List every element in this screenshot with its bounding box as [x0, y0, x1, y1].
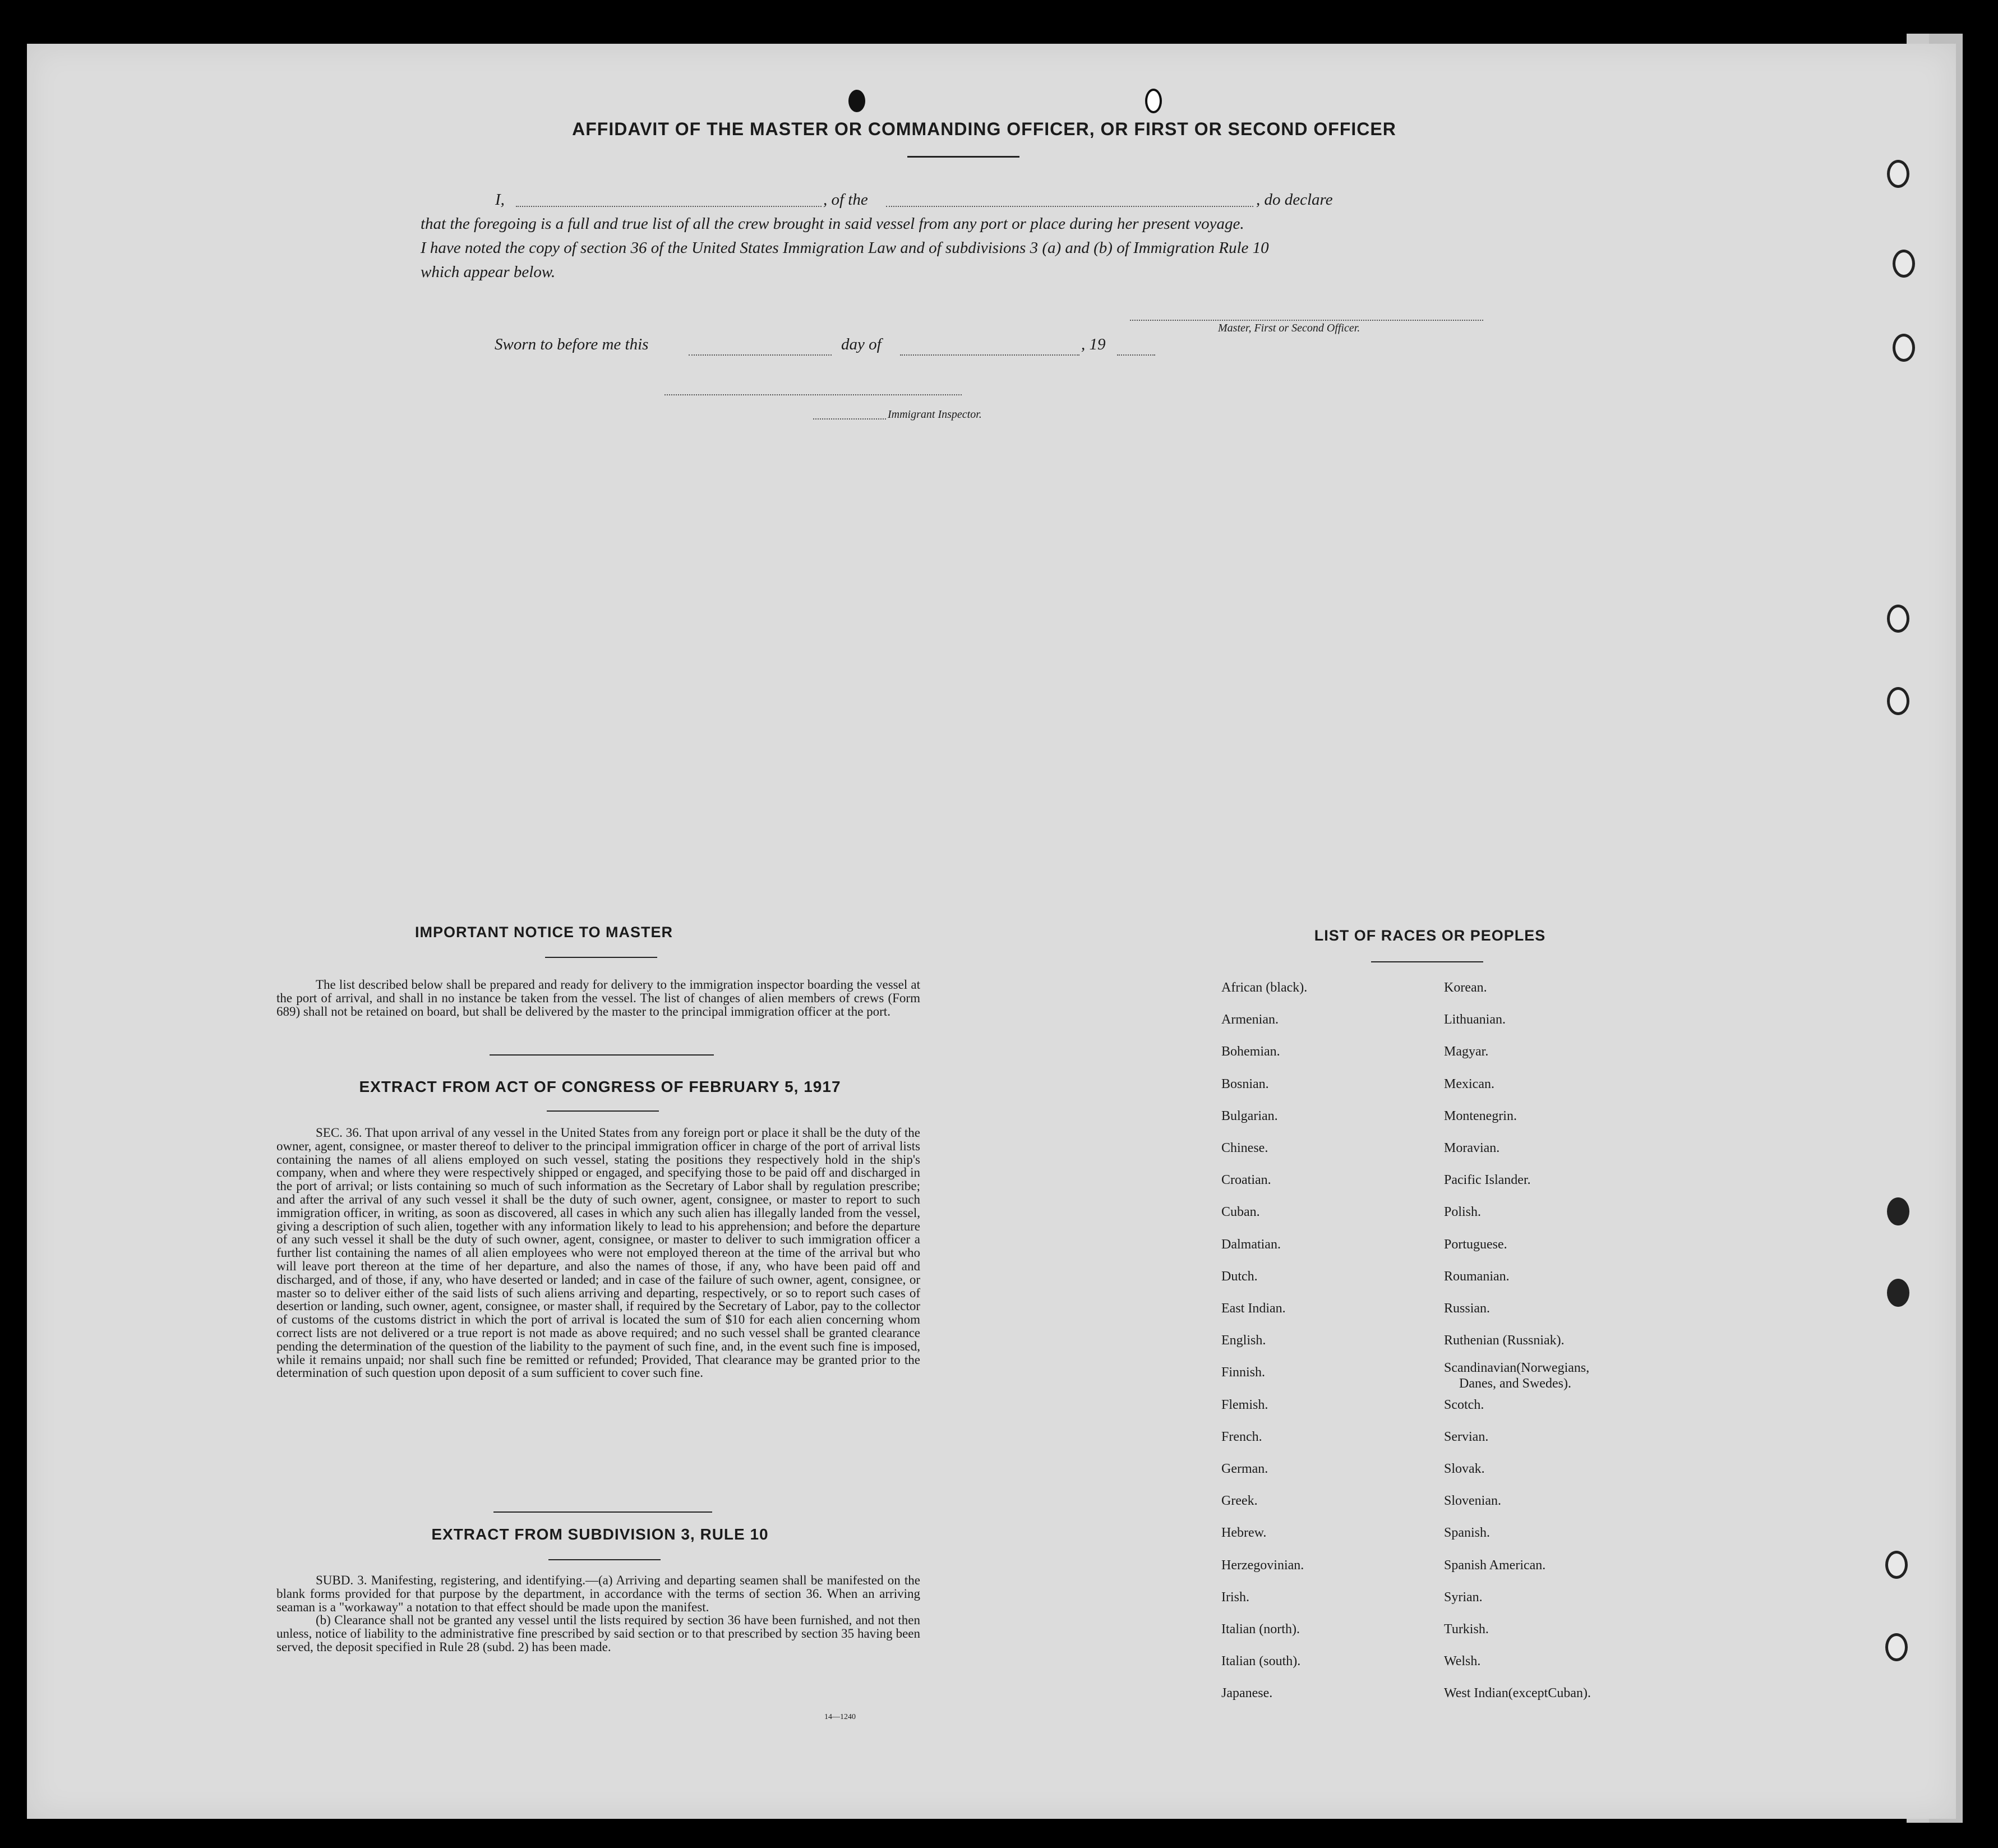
inspector-caption: Immigrant Inspector.: [888, 408, 982, 421]
sworn-year-fill-line: [1117, 354, 1155, 356]
race-item: Ruthenian (Russniak).: [1444, 1333, 1565, 1348]
race-item: Italian (north).: [1221, 1622, 1300, 1637]
race-item: East Indian.: [1221, 1301, 1286, 1316]
race-item: Hebrew.: [1221, 1526, 1267, 1541]
declaration-text: [421, 188, 1486, 284]
declaration-line-3: I have noted the copy of section 36 of the United States Immigration Law and of subdivisions 3 (a) and (b) of Immigration Rule 10: [421, 239, 1269, 257]
binder-hole-icon: [1887, 1279, 1909, 1307]
binder-hole-icon: [1885, 1551, 1908, 1579]
race-item: Portuguese.: [1444, 1237, 1507, 1252]
race-item: Polish.: [1444, 1205, 1482, 1220]
notice-separator: [490, 1054, 714, 1056]
race-item: Scotch.: [1444, 1397, 1484, 1412]
notice-paragraph: The list described below shall be prepared and ready for delivery to the immigration inspector boarding the vessel at the port of arrival, and shall in no instance be taken from the vessel. The list of changes of alien members of crews (Form 689) shall not be retained on board, but shall be delivered by the master to the principal immigration officer at the port.: [276, 978, 920, 1019]
race-item: Russian.: [1444, 1301, 1491, 1316]
race-item: English.: [1221, 1333, 1266, 1348]
race-item: West Indian(exceptCuban).: [1444, 1686, 1591, 1701]
sworn-label: Sworn to before me this: [495, 335, 649, 353]
notice-text: [276, 978, 920, 1018]
race-item: Montenegrin.: [1444, 1108, 1517, 1123]
binder-hole-icon: [1887, 687, 1909, 715]
declaration-line-1: [421, 188, 1486, 212]
binder-hole-icon: [1887, 605, 1909, 633]
race-item: Flemish.: [1221, 1397, 1268, 1412]
day-of-label: day of: [841, 335, 882, 353]
race-item: Moravian.: [1444, 1141, 1500, 1155]
form-number: 14—1240: [824, 1713, 856, 1721]
race-item: Dutch.: [1221, 1269, 1258, 1284]
binder-hole-icon: [1893, 250, 1915, 278]
name-fill-line: [516, 206, 822, 207]
race-item: Scandinavian(Norwegians,: [1444, 1361, 1590, 1376]
year-label: , 19: [1081, 335, 1106, 353]
race-item: Spanish American.: [1444, 1557, 1546, 1573]
rule-underline: [548, 1559, 661, 1560]
race-item: Servian.: [1444, 1429, 1489, 1444]
document-page: [27, 44, 1956, 1819]
vessel-fill-line: [886, 206, 1253, 207]
declaration-line-4: which appear below.: [421, 263, 556, 281]
act-paragraph: SEC. 36. That upon arrival of any vessel in the United States from any foreign port or place it shall be the duty of the owner, agent, consignee, or master thereof to deliver to the principal immigration officer in charge of the port of arrival lists containing the names of all aliens employed on such vessel, stating the positions they respectively hold in the ship's company, when and where they were respectively shipped or engaged, and specifying those to be paid off and discharged in the port of arrival; or lists containing so much of such information as the Secretary of Labor shall by regulation prescribe; and after the arrival of any such vessel it shall be the duty of such owner, agent, consignee, or master to report to such immigration officer, in writing, as soon as discovered, all cases in which any such alien has illegally landed from the vessel, giving a description of such alien, together with any information likely to lead to his apprehension; and before the departure of any such vessel it shall be the duty of such owner, agent, consignee, or master to deliver to such immigration officer a further list containing the names of all alien employees who were not employed thereon at the time of the arrival but who will leave port thereon at the time of her departure, and also the names of those, if any, who have been paid off and discharged, and of those, if any, who have deserted or landed; and in case of the failure of such owner, agent, consignee, or master so to deliver either of the said lists of such aliens arriving and departing, respectively, or so to report such cases of desertion or landing, such owner, agent, consignee, or master shall, if required by the Secretary of Labor, pay to the collector of customs of the customs district in which the port of arrival is located the sum of $10 for each alien concerning whom correct lists are not delivered or a true report is not made as above required; and no such vessel shall be granted clearance pending the determination of the question of the liability to the payment of such fine, and, in the event such fine is imposed, while it remains unpaid; nor shall such fine be remitted or refunded; Provided, That clearance may be granted prior to the determination of such question upon deposit of a sum sufficient to cover such fine.: [276, 1126, 920, 1380]
i-label: I,: [495, 191, 505, 209]
affidavit-title: AFFIDAVIT OF THE MASTER OR COMMANDING OFFICER, OR FIRST OR SECOND OFFICER: [572, 119, 1396, 139]
notice-title: IMPORTANT NOTICE TO MASTER: [415, 924, 673, 941]
race-item: German.: [1221, 1462, 1268, 1476]
act-title: EXTRACT FROM ACT OF CONGRESS OF FEBRUARY 5, 1917: [359, 1078, 841, 1095]
rule-paragraph-b: (b) Clearance shall not be granted any vessel until the lists required by section 36 have been furnished, and not then unless, notice of liability to the administrative fine prescribed by said section or to that prescribed by section 35 having been served, the deposit specified in Rule 28 (subd. 2) has been made.: [276, 1613, 920, 1654]
inspector-signature-line: [665, 394, 962, 395]
notice-underline: [545, 957, 657, 958]
race-item: Finnish.: [1221, 1365, 1266, 1380]
race-item: Japanese.: [1221, 1686, 1273, 1701]
do-declare-label: , do declare: [1256, 191, 1333, 209]
race-item: Korean.: [1444, 980, 1487, 995]
race-item: Dalmatian.: [1221, 1237, 1281, 1252]
race-item: Pacific Islander.: [1444, 1173, 1531, 1188]
act-separator: [493, 1511, 712, 1513]
ink-blot: [848, 90, 865, 112]
sworn-month-fill-line: [900, 354, 1079, 356]
officer-signature-line: [1130, 320, 1483, 321]
race-item: Spanish.: [1444, 1526, 1491, 1541]
act-text: [276, 1126, 920, 1380]
race-item: Greek.: [1221, 1494, 1258, 1509]
race-item: Herzegovinian.: [1221, 1557, 1304, 1573]
rule-title: EXTRACT FROM SUBDIVISION 3, RULE 10: [431, 1526, 769, 1543]
binder-hole-icon: [1887, 160, 1909, 188]
binder-hole-icon: [1887, 1197, 1909, 1225]
sworn-day-fill-line: [689, 354, 832, 356]
race-item: Bosnian.: [1221, 1076, 1269, 1091]
race-item: Lithuanian.: [1444, 1012, 1506, 1027]
race-item: Croatian.: [1221, 1173, 1271, 1188]
races-title: LIST OF RACES OR PEOPLES: [1314, 927, 1546, 944]
race-item: French.: [1221, 1429, 1262, 1444]
race-item: Bohemian.: [1221, 1044, 1280, 1059]
races-underline: [1371, 961, 1483, 962]
race-item: Syrian.: [1444, 1589, 1483, 1605]
ink-blot: [1145, 89, 1162, 113]
race-item: Roumanian.: [1444, 1269, 1510, 1284]
race-item: Magyar.: [1444, 1044, 1489, 1059]
race-item: Italian (south).: [1221, 1654, 1301, 1669]
rule-text: [276, 1574, 920, 1654]
act-underline: [547, 1110, 659, 1112]
race-item: Chinese.: [1221, 1141, 1268, 1155]
binder-hole-icon: [1893, 334, 1915, 362]
race-item: Welsh.: [1444, 1654, 1481, 1669]
race-item: Armenian.: [1221, 1012, 1279, 1027]
races-col2-continuation: Danes, and Swedes).: [1459, 1376, 1571, 1391]
binder-hole-icon: [1885, 1633, 1908, 1661]
inspector-prefix-line: [813, 418, 886, 420]
race-item: African (black).: [1221, 980, 1308, 995]
race-item: Irish.: [1221, 1589, 1249, 1605]
race-item: Cuban.: [1221, 1205, 1260, 1220]
rule-paragraph-a: SUBD. 3. Manifesting, registering, and identifying.—(a) Arriving and departing seamen shall be manifested on the blank forms provided for that purpose by the department, in accordance with the terms of section 36. When an arriving seaman is a "workaway" a notation to that effect should be made upon the manifest.: [276, 1573, 920, 1614]
of-the-label: , of the: [823, 191, 868, 209]
title-underline: [907, 156, 1019, 158]
race-item: Mexican.: [1444, 1076, 1494, 1091]
race-item: Slovenian.: [1444, 1494, 1501, 1509]
race-item: Slovak.: [1444, 1462, 1485, 1476]
officer-caption: Master, First or Second Officer.: [1218, 322, 1360, 334]
race-item: Turkish.: [1444, 1622, 1489, 1637]
declaration-line-2: that the foregoing is a full and true list of all the crew brought in said vessel from any port or place during her present voyage.: [421, 215, 1244, 233]
race-item: Bulgarian.: [1221, 1108, 1278, 1123]
